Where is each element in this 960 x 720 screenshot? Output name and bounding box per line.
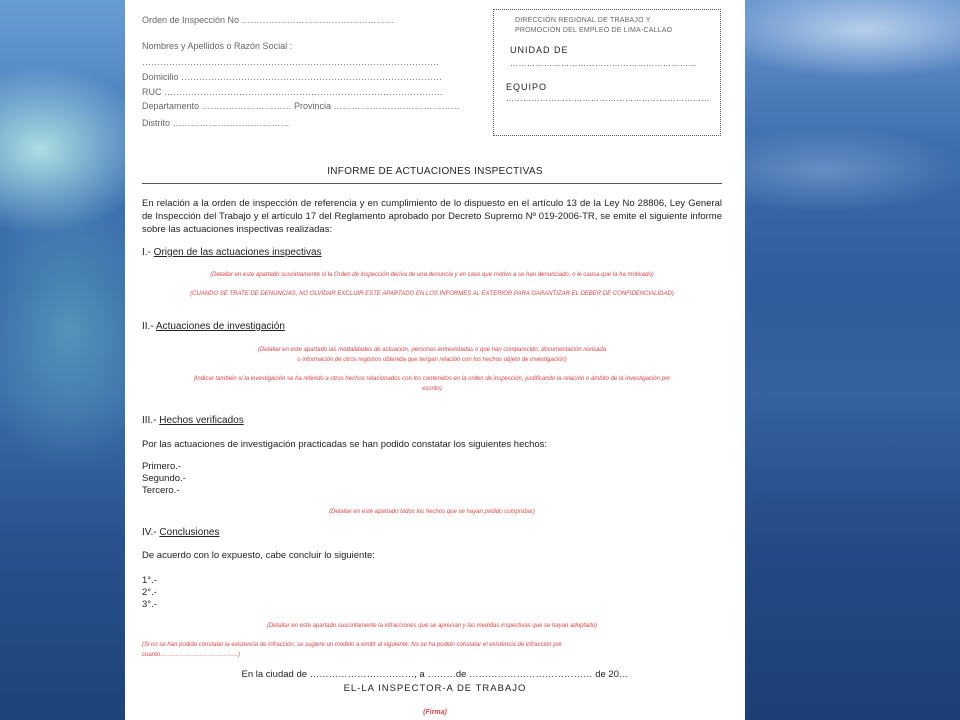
dots-line: ……………………………………………………………………………………… [142, 57, 439, 67]
hecho-tercero: Tercero.- [142, 485, 180, 496]
equipo-label: EQUIPO [506, 82, 548, 92]
direccion-text: DIRECCIÓN REGIONAL DE TRABAJO Y PROMOCIÓN DEL EMPLEO DE LIMA-CALLAO [515, 17, 673, 34]
hecho-segundo: Segundo.- [142, 473, 186, 484]
ciudad-fecha-line: En la ciudad de ……………………………, a ………de ………………………………… de 20… [241, 669, 629, 680]
section-2-heading: II.- Actuaciones de investigación [142, 321, 285, 332]
section-4-note-2: (Si no se han podido constatar la existencia de infracción, se sugiere un modelo a emitir al siguiente: No se ha podido constatar el existencia de infracción por cuanto…………………………………) [142, 642, 562, 658]
title-divider [142, 183, 722, 184]
inspector-title: EL-LA INSPECTOR-A DE TRABAJO [343, 683, 527, 694]
departamento-line: Departamento ………………………… Provincia …………………………………… [142, 101, 460, 111]
section-1-note: (Detallar en este apartado suscintamente si la Orden de inspección deriva de una denuncia y en caso que motivo a se han denunciado, o le causa que la ha motivado) [210, 272, 654, 278]
document-page [125, 0, 745, 720]
unidad-label: UNIDAD DE [510, 45, 569, 55]
section-1-note-confidential: (CUANDO SE TRATE DE DENUNCIAS, NO OLVIDAR EXCLUIR ESTE APARTADO EN LOS INFORMES AL EXTERIOR PARA GARANTIZAR EL DEBER DE CONFIDENCIALIDAD) [190, 291, 674, 297]
conclusion-2: 2°.- [142, 587, 157, 598]
ruc-line: RUC ………………………………………………………………………………… [142, 87, 443, 97]
conclusion-3: 3°.- [142, 599, 157, 610]
section-3-heading: III.- Hechos verificados [142, 415, 244, 426]
distrito-line: Distrito ………………………………… [142, 118, 290, 128]
section-2-note-2: (Indicar también si la investigación se ha referido a otros hechos relacionados con los contenidos en la orden de inspección, justificando la relación o ámbito de la investigación por escrito) [193, 376, 671, 392]
section-4-text: De acuerdo con lo expuesto, cabe concluir lo siguiente: [142, 550, 375, 561]
section-4-heading: IV.- Conclusiones [142, 527, 220, 538]
section-3-text: Por las actuaciones de investigación practicadas se han podido constatar los siguientes hechos: [142, 439, 548, 450]
office-box [493, 9, 721, 136]
unidad-dots: ………………………………………………………… [510, 59, 697, 68]
section-4-note-1: (Detallar en este apartado suscintamente la infracciones que se aprecian y las medidas inspectivas que se hayan adoptado) [266, 623, 598, 629]
page-title: INFORME DE ACTUACIONES INSPECTIVAS [327, 166, 543, 177]
firma-label: (Firma) [423, 709, 447, 716]
orden-line: Orden de Inspección No …………………………………………… [142, 15, 395, 25]
equipo-dots: ……………………………………………………………… [506, 94, 710, 103]
section-2-note-1: (Detallar en este apartado las modalidades de actuación, personas entrevistadas o que han comparecido, documentación revisada o información de otros registros obtenida que tengan relación con los hechos objeto de investigación) [257, 347, 607, 363]
background-left [0, 0, 125, 720]
intro-paragraph: En relación a la orden de inspección de referencia y en cumplimiento de lo dispuesto en el artículo 13 de la Ley No 28806, Ley General de Inspección del Trabajo y el artículo 17 del Reglamento aprobado por Decreto Supremo Nº 019-2006-TR, se emite el siguiente informe sobre las actuaciones inspectivas realizadas: [142, 198, 722, 235]
section-3-note: (Detallar en este apartado todos los hechos que se hayan podido comprobar) [329, 509, 535, 515]
background-right [745, 0, 960, 720]
section-1-heading: I.- Origen de las actuaciones inspectivas [142, 247, 322, 258]
hecho-primero: Primero.- [142, 461, 182, 472]
nombres-line: Nombres y Apellidos o Razón Social : [142, 41, 293, 51]
conclusion-1: 1°.- [142, 575, 157, 586]
domicilio-line: Domicilio …………………………………………………………………………… [142, 72, 443, 82]
